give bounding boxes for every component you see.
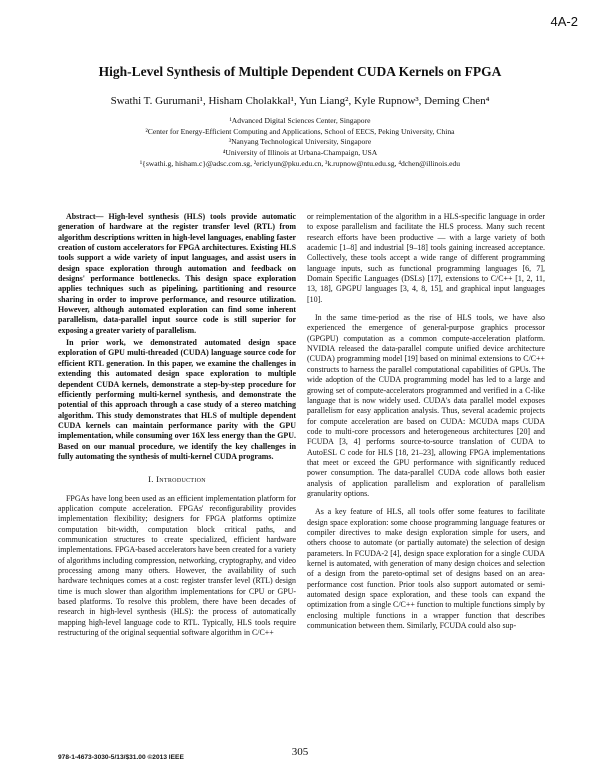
abstract-paragraph-2: In prior work, we demonstrated automated design space exploration of GPU multi-threaded (CUDA) language source code for efficient RTL generation. In this paper, we examine the challenges in extending this automated design space exploration to multiple dependent CUDA kernels, demonstrate a step-by-step procedure for efficiently performing multi-kernel synthesis, and demonstrate the potential of this approach through a case study of a stereo matching algorithm. This study demonstrates that HLS of multiple dependent CUDA kernels can maintain performance parity with the GPU implementation, while consuming over 16X less energy than the GPU. Based on our manual procedure, we identify the key challenges in fully automating the synthesis of multi-kernel CUDA programs.	[58, 338, 296, 461]
intro-paragraph-1: FPGAs have long been used as an efficient implementation platform for application compute acceleration. FPGAs' reconfigurability provides implementation flexibility; designers for FPGA platforms optimize computation bit-width, computation block critical paths, and communication structures to create specialized, efficient hardware implementations. FPGA-based accelerators have been created for a variety of algorithms including compression, networking, cryptography, and video processing among many others. However, the availability of such hardware techniques comes at a cost: register transfer level (RTL) design time is much slower than algorithm implementations for CPU or GPU-based platforms. To resolve this problem, there have been decades of research in high-level synthesis (HLS): the process of automatically mapping high-level language code to RTL. Typically, HLS tools require restructuring of the original sequential software algorithm in C/C++	[58, 493, 296, 638]
right-column	[307, 212, 545, 631]
affiliation-3: ³Nanyang Technological University, Singapore	[228, 137, 372, 147]
author-emails: ¹{swathi.g, hisham.c}@adsc.com.sg, ²ericlyun@pku.edu.cn, ³k.rupnow@ntu.edu.sg, ⁴dchen@illinois.edu	[139, 158, 461, 168]
affiliation-1: ¹Advanced Digital Sciences Center, Singapore	[229, 116, 371, 125]
session-code: 4A-2	[550, 14, 578, 29]
affiliation-2: ²Center for Energy-Efficient Computing and Applications, School of EECS, Peking University, China	[145, 126, 455, 136]
intro-paragraph-2: or reimplementation of the algorithm in a HLS-specific language in order to expose parallelism and facilitate the HLS process. Many such recent research efforts have been productive — with a large variety of both academic [1–8] and industrial [9–18] tools gaining increased acceptance. Collectively, these tools accept a wide range of different programming language inputs, such as functional programming languages [6, 7], Domain Specific Languages (DSLs) [17], extensions to C/C++ [1, 2, 11, 13, 18], GPGPU languages [3, 4, 8, 15], and graphical input languages [10].	[307, 212, 545, 304]
page-number: 305	[291, 746, 309, 758]
left-column	[58, 212, 296, 638]
abstract-paragraph-1: Abstract— High-level synthesis (HLS) tools provide automatic generation of hardware at the register transfer level (RTL) from algorithm descriptions written in high-level languages, enabling faster creation of custom accelerators for FPGA architectures. Existing HLS tools support a wide variety of input languages, and assist users in design space exploration through automation and feedback on designs' performance bottlenecks. This design space exploration applies techniques such as pipelining, partitioning and resource sharing in order to improve performance, and resource utilization. However, although automated exploration can find some inherent parallelism, data-parallel input source code is still superior for exposing a greater variety of parallelism.	[58, 212, 296, 335]
abstract	[58, 212, 296, 462]
affiliations	[0, 116, 600, 170]
section-heading-introduction: I. Introduction	[148, 474, 206, 485]
intro-paragraph-4: As a key feature of HLS, all tools offer some features to facilitate design space exploration: some choose programming language features or compiler directives to make design exploration simple for users, and others choose to automate (or partially automate) the selection of design parameters. In FCUDA-2 [4], design space exploration for a single CUDA kernel is automated, with generation of many design choices and selection of a design from the pareto-optimal set of designs based on an area-performance cost function. Prior tools also support automated or semi-automated design space exploration, and these tools can expand the optimization from a single C/C++ function to multiple functions simply by enclosing multiple functions in a wrapper function that describes communication between them. Similarly, FCUDA could also sup-	[307, 507, 545, 631]
footer-isbn: 978-1-4673-3030-5/13/$31.00 ©2013 IEEE	[58, 754, 184, 761]
author-list: Swathi T. Gurumani¹, Hisham Cholakkal¹, Yun Liang², Kyle Rupnow³, Deming Chen⁴	[110, 95, 490, 107]
intro-paragraph-3: In the same time-period as the rise of HLS tools, we have also experienced the emergence of general-purpose graphics processor (GPGPU) computation as a common compute-acceleration platform. NVIDIA released the data-parallel compute unified device architecture (CUDA) programming model [19] based on minimal extensions to C/C++ constructs to harness the parallel computational capabilities of GPUs. The wide adoption of the CUDA programming model has led to a large and growing set of compute-accelerators programmed and verified in a C-like language that is now widely used. CUDA's data parallel model exposes parallelism for easy application analysis. Thus, several academic projects for compute acceleration are based on CUDA: MCUDA maps CUDA code to multi-core processors and heterogeneous architectures [20] and FCUDA [3, 4] performs source-to-source translation of CUDA to AutoESL C code for HLS [18, 21–23], allowing FPGA implementations that meet or exceed the GPU performance with significantly reduced power consumption. The data-parallel CUDA code allows both easier analysis of application parallelism and exploration of parallelism granularity options.	[307, 313, 545, 498]
affiliation-4: ⁴University of Illinois at Urbana-Champaign, USA	[222, 148, 378, 158]
paper-title: High-Level Synthesis of Multiple Dependent CUDA Kernels on FPGA	[98, 64, 502, 79]
